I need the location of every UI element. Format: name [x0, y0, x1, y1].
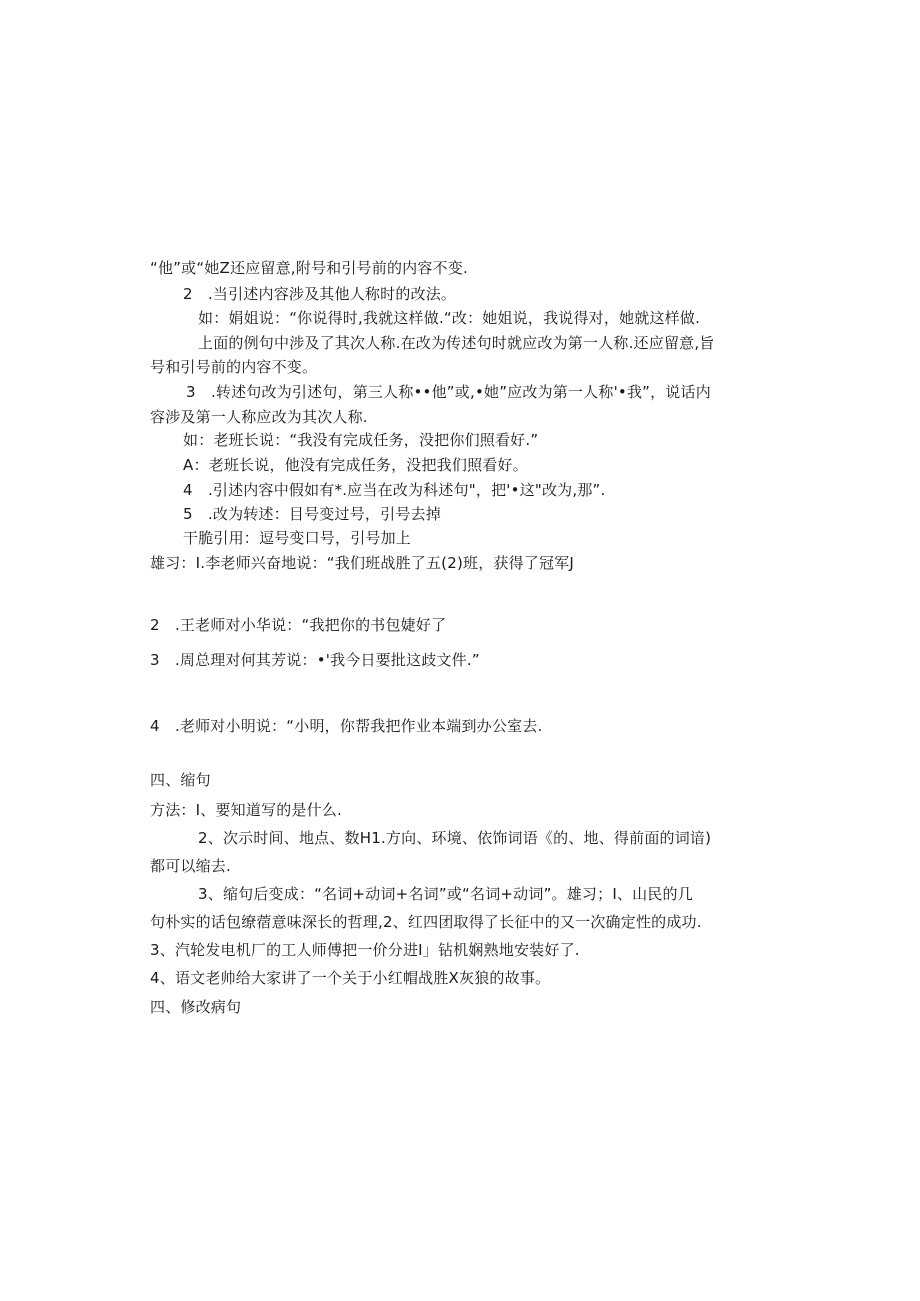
section-heading-shorten: 四、缩句: [150, 771, 211, 789]
text-line-12: 干脆引用：逗号变口号，引号加上: [183, 529, 412, 547]
text-line-3: 如：娟姐说：“你说得时,我就这样做.“改：她姐说，我说得对，她就这样做.: [198, 309, 701, 327]
method-line-3-cont: 句朴实的话包缭蓿意味深长的哲理,2、红四团取得了长征中的又一次确定性的成功.: [150, 913, 702, 931]
section-heading-correct: 四、修改病句: [150, 998, 242, 1016]
exercise-item-3: 3 .周总理对何其芳说：•'我今日要批这歧文件.”: [150, 651, 480, 669]
text-line-8: 如：老班长说：“我没有完成任务，没把你们照看好.”: [183, 431, 539, 449]
text-line-6: 3 .转述句改为引述句，第三人称••他”或,•她”应改为第一人称'•我”，说话内: [186, 383, 711, 401]
exercise-item-4: 4 .老师对小明说：“小明，你帮我把作业本端到办公室去.: [150, 717, 543, 735]
method-line-2-cont: 都可以缩去.: [150, 857, 231, 875]
exercise-shorten-4: 4、语文老帅给大家讲了一个关于小红帽战胜X灰狼的故事。: [150, 969, 551, 987]
exercise-item-2: 2 .王老师对小华说：“我把你的书包婕好了: [150, 616, 447, 634]
text-line-5: 号和引号前的内容不变。: [150, 358, 318, 376]
exercise-shorten-3: 3、汽轮发电机厂的工人师傅把一价分进I」钻机娴熟地安装好了.: [150, 941, 580, 959]
text-line-4: 上面的例句中涉及了其次人称.在改为传述句时就应改为第一人称.还应留意,旨: [198, 334, 715, 352]
method-line-3: 3、缩句后变成：“名词+动词+名词”或“名词+动词”。雄习；I、山民的几: [198, 885, 693, 903]
text-line-1: “他”或“她Z还应留意,附号和引号前的内容不变.: [150, 259, 468, 277]
text-line-11: 5 .改为转述：目号变过号，引号去掉: [183, 505, 441, 523]
text-line-9: A：老班长说，他没有完成任务，没把我们照看好。: [183, 456, 528, 474]
method-line-1: 方法：I、要知道写的是什么.: [150, 801, 342, 819]
text-line-10: 4 .引述内容中假如有*.应当在改为科述句"，把'•这"改为,那”.: [183, 481, 606, 499]
text-line-7: 容涉及第一人称应改为其次人称.: [150, 408, 368, 426]
method-line-2: 2、次示时间、地点、数H1.方向、环境、依饰词语《的、地、得前面的词谙): [198, 829, 712, 847]
text-line-2: 2 .当引述内容涉及其他人称时的改法。: [183, 285, 457, 303]
exercise-heading: 雄习：I.李老师兴奋地说：“我们班战胜了五(2)班，获得了冠军J: [150, 554, 575, 572]
